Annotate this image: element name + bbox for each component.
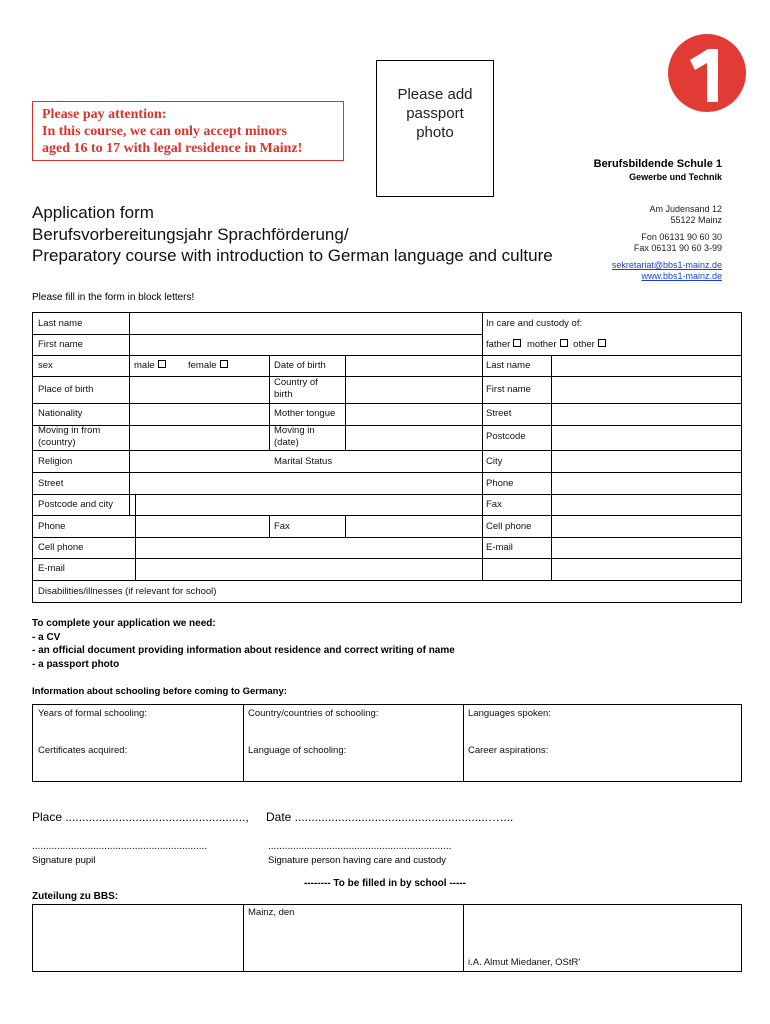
mother-checkbox-icon[interactable] [560, 339, 568, 347]
requirement-item: - a passport photo [32, 658, 120, 670]
label-cell-phone: Cell phone [38, 542, 84, 553]
label-custody-street: Street [486, 408, 512, 419]
schooling-table [32, 704, 742, 782]
label-custody-last-name: Last name [486, 360, 531, 371]
form-instruction: Please fill in the form in block letters! [32, 292, 195, 303]
label-marital-status: Marital Status [274, 456, 333, 467]
label-custody-first-name: First name [486, 384, 531, 395]
label-custody-email: E-mail [486, 542, 513, 553]
label-countries-schooling: Country/countries of schooling: [248, 708, 379, 719]
label-language-of-schooling: Language of schooling: [248, 745, 347, 756]
label-male: male [134, 360, 155, 371]
signature-pupil-label: Signature pupil [32, 855, 96, 866]
signature-custody-line[interactable]: .................................................................. [268, 841, 452, 852]
address-city: 55122 Mainz [670, 215, 722, 225]
school-address [612, 204, 722, 282]
label-postcode-city: Postcode and city [38, 499, 113, 510]
label-father: father [486, 339, 511, 350]
passport-photo-box[interactable] [376, 60, 494, 197]
requirements-list [32, 617, 455, 671]
label-email: E-mail [38, 563, 65, 574]
school-subtitle: Gewerbe und Technik [629, 172, 722, 182]
label-moving-from: Moving in from (country) [38, 425, 101, 448]
passport-line-2: passport [406, 105, 464, 122]
title-line-3: Preparatory course with introduction to German language and culture [32, 246, 553, 265]
label-custody-city: City [486, 456, 503, 467]
label-last-name: Last name [38, 318, 83, 329]
attention-notice [32, 101, 344, 161]
title-line-2: Berufsvorbereitungsjahr Sprachförderung/ [32, 224, 349, 244]
attention-line-2: In this course, we can only accept minors [42, 124, 287, 139]
attention-line-1: Please pay attention: [42, 107, 167, 122]
requirements-heading: To complete your application we need: [32, 618, 216, 629]
school-logo [668, 30, 746, 116]
label-custody-phone: Phone [486, 478, 514, 489]
male-checkbox-icon[interactable] [158, 360, 166, 368]
label-moving-in-date: Moving in (date) [274, 425, 315, 448]
label-disabilities: Disabilities/illnesses (if relevant for school) [38, 586, 217, 597]
label-date-of-birth: Date of birth [274, 360, 326, 371]
other-checkbox-icon[interactable] [598, 339, 606, 347]
label-other: other [573, 339, 595, 350]
title-line-1: Application form [32, 203, 154, 222]
requirement-item: - a CV [32, 631, 61, 643]
page-title [32, 202, 553, 267]
label-first-name: First name [38, 339, 83, 350]
label-female: female [188, 360, 217, 371]
website-link[interactable]: www.bbs1-mainz.de [641, 271, 722, 281]
signature-custody-label: Signature person having care and custody [268, 855, 446, 866]
personal-data-table [32, 312, 742, 603]
label-custody-cell-phone: Cell phone [486, 521, 532, 532]
signature-pupil-line[interactable]: ............................................................... [32, 841, 208, 852]
schooling-heading: Information about schooling before coming to Germany: [32, 686, 287, 697]
label-custody-heading: In care and custody of: [486, 318, 583, 329]
requirement-item: - an official document providing information about residence and correct writing of name [32, 645, 455, 656]
label-mother-tongue: Mother tongue [274, 408, 336, 419]
label-languages-spoken: Languages spoken: [468, 708, 551, 719]
custody-options [486, 339, 606, 351]
label-sex: sex [38, 360, 53, 371]
label-religion: Religion [38, 456, 73, 467]
female-checkbox-icon[interactable] [220, 360, 228, 368]
passport-line-1: Please add [397, 86, 473, 103]
place-field[interactable]: Place ......................................................, [32, 810, 249, 824]
date-field[interactable]: Date ..........................................................….... [266, 810, 514, 824]
email-link[interactable]: sekretariat@bbs1-mainz.de [611, 260, 722, 270]
school-name: Berufsbildende Schule 1 [593, 158, 722, 170]
label-phone: Phone [38, 521, 66, 532]
school-use-table [32, 904, 742, 972]
signatory-name: i.A. Almut Miedaner, OStR' [468, 957, 581, 968]
label-certificates: Certificates acquired: [38, 745, 128, 756]
address-phone: Fon 06131 90 60 30 [641, 232, 722, 242]
address-street: Am Judensand 12 [649, 204, 722, 214]
address-fax: Fax 06131 90 60 3-99 [633, 243, 722, 253]
label-career-aspirations: Career aspirations: [468, 745, 549, 756]
attention-line-3: aged 16 to 17 with legal residence in Mainz! [42, 141, 303, 156]
checkbox-female[interactable] [188, 360, 228, 372]
school-use-divider: -------- To be filled in by school ----- [303, 878, 466, 889]
label-country-of-birth: Country of birth [274, 377, 318, 400]
label-fax: Fax [274, 521, 290, 532]
label-mainz-den: Mainz, den [248, 907, 295, 918]
father-checkbox-icon[interactable] [513, 339, 521, 347]
label-place-of-birth: Place of birth [38, 384, 94, 395]
label-nationality: Nationality [38, 408, 83, 419]
zuteilung-label: Zuteilung zu BBS: [32, 891, 119, 902]
passport-line-3: photo [416, 124, 454, 141]
label-street: Street [38, 478, 64, 489]
checkbox-male[interactable] [134, 360, 166, 372]
label-custody-fax: Fax [486, 499, 502, 510]
label-custody-postcode: Postcode [486, 431, 526, 442]
label-mother: mother [526, 339, 557, 350]
label-years-schooling: Years of formal schooling: [38, 708, 147, 719]
